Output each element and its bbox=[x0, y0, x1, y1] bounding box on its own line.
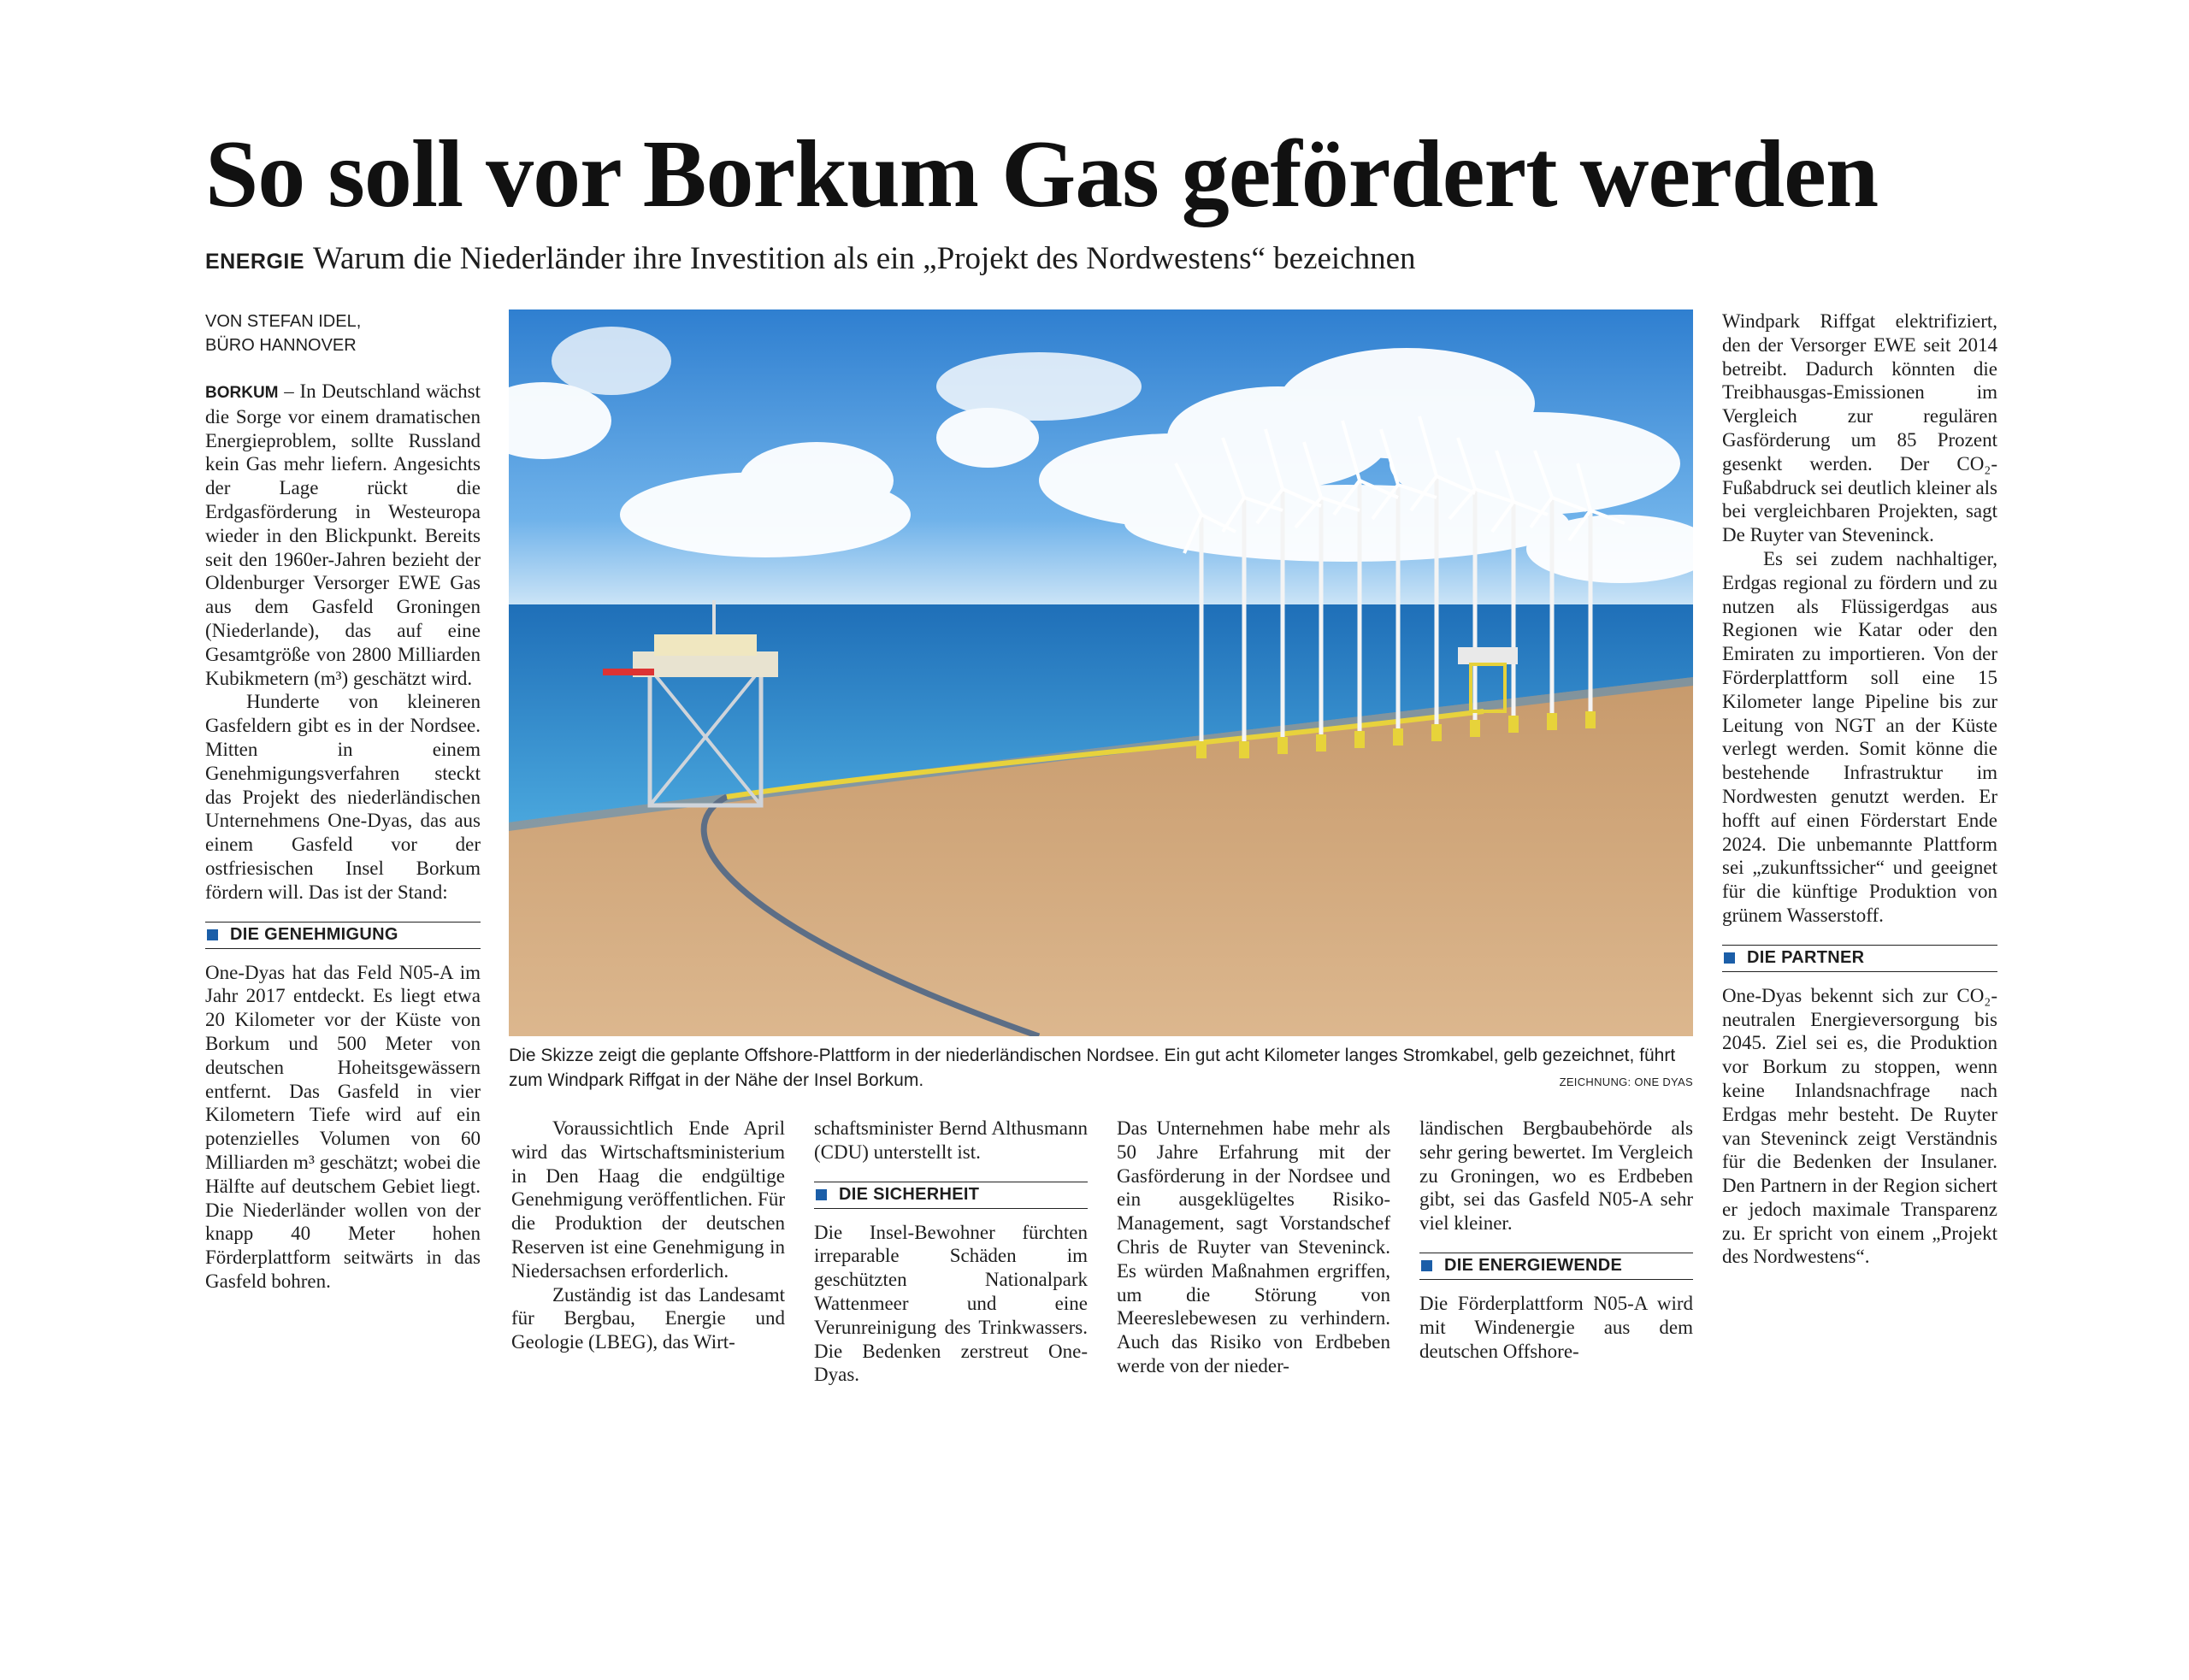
photo-credit: ZEICHNUNG: ONE DYAS bbox=[1559, 1076, 1693, 1088]
section-heading-partner bbox=[1722, 945, 1997, 972]
dateline: BORKUM bbox=[205, 384, 279, 402]
subheadline-text: Warum die Niederländer ihre Investition als ein „Projekt des Nordwestens“ bezeichnen bbox=[313, 241, 1416, 276]
paragraph: Das Unternehmen habe mehr als 50 Jahre Erfahrung mit der Gasförderung in der Nordsee und ein ausgeklügeltes Risiko-Management, sagt Vorstandschef Chris de Ruyter van Steveninck. Es würden Maßnahmen ergriffen, um die Störung von Meereslebewesen zu verhindern. Auch das Risiko von Erdbeben werde von der nieder- bbox=[1117, 1117, 1390, 1376]
section-title: DIE GENEHMIGUNG bbox=[230, 924, 398, 944]
intro-text: – In Deutschland wächst die Sorge vor einem dramatischen Energieproblem, sollte Russland kein Gas mehr liefern. Angesichts der Lage rückt die Erdgasförderung in Westeuropa wieder in den Blickpunkt. Bereits seit den 1960er-Jahren bezieht der Oldenburger Versorger EWE Gas aus dem Gasfeld Groningen (Niederlande), das auf eine Gesamtgröße von 2800 Milliarden Kubikmetern (m³) geschätzt wird. bbox=[205, 380, 481, 689]
section-title: DIE ENERGIEWENDE bbox=[1444, 1256, 1623, 1276]
paragraph: Voraussichtlich Ende April wird das Wirtschaftsministerium in Den Haag die endgültige Genehmigung veröffentlichen. Für die Produktion der deutschen Reserven ist eine Genehmigung in Niedersachsen erforderlich. bbox=[511, 1117, 785, 1282]
paragraph: One-Dyas bekennt sich zur CO₂-neutralen Energieversorgung bis 2045. Ziel sei es, die Produktion vor Borkum zu stoppen, wenn keine Inlandsnachfrage nach Erdgas mehr besteht. De Ruyter van Steveninck zeigt Verständnis für die Bedenken der Insulaner. Den Partnern in der Region sichert er jedoch maximale Transparenz zu. Er spricht von einem „Projekt des Nordwestens“. bbox=[1722, 984, 1997, 1268]
column-4 bbox=[1117, 1117, 1390, 1378]
section-heading-sicherheit bbox=[814, 1182, 1088, 1209]
photo-caption: Die Skizze zeigt die geplante Offshore-Plattform in der niederländischen Nordsee. Ein gut acht Kilometer langes Stromkabel, gelb gezeichnet, führt zum Windpark Riffgat in der Nähe der Insel Borkum. bbox=[509, 1046, 1676, 1090]
paragraph: Windpark Riffgat elektrifiziert, den der Versorger EWE seit 2014 betreibt. Dadurch könnten die Treibhausgas-Emissionen im Vergleich zur regulären Gasförderung um 85 Prozent gesenkt werden. Der CO₂-Fußabdruck sei deutlich kleiner als bei vergleichbaren Projekten, sagt De Ruyter van Steveninck. bbox=[1722, 310, 1997, 546]
section-title: DIE PARTNER bbox=[1747, 947, 1865, 967]
paragraph: Zuständig ist das Landesamt für Bergbau, Energie und Geologie (LBEG), das Wirt- bbox=[511, 1283, 785, 1353]
paragraph: schaftsminister Bernd Althusmann (CDU) unterstellt ist. bbox=[814, 1117, 1088, 1163]
author-name: VON STEFAN IDEL, bbox=[205, 312, 362, 331]
kicker: ENERGIE bbox=[205, 250, 305, 274]
section-heading-energiewende bbox=[1419, 1253, 1693, 1280]
paragraph: Es sei zudem nachhaltiger, Erdgas regional zu fördern und zu nutzen als Flüssigerdgas aus Regionen wie Katar oder den Emiraten zu importieren. Von der Förderplattform soll eine 15 Kilometer lange Pipeline bis zur Leitung von NGT an der Küste verlegt werden. Somit könne die bestehende Infrastruktur im Nordwesten genutzt werden. Er hofft auf einen Förderstart Ende 2024. Die unbemannte Plattform sei „zukunftssicher“ und geeignet für die künftige Produktion von grünem Wasserstoff. bbox=[1722, 547, 1997, 926]
paragraph: Die Förderplattform N05-A wird mit Windenergie aus dem deutschen Offshore- bbox=[1419, 1292, 1693, 1362]
section-heading-genehmigung bbox=[205, 922, 481, 949]
column-5 bbox=[1419, 1117, 1693, 1363]
author-office: BÜRO HANNOVER bbox=[205, 336, 357, 355]
paragraph: One-Dyas hat das Feld N05-A im Jahr 2017 entdeckt. Es liegt etwa 20 Kilometer vor der Küste von Borkum und 500 Meter von deutschen Hoheitsgewässern entfernt. Das Gasfeld in vier Kilometern Tiefe wird auf ein potenzielles Volumen von 60 Milliarden m³ geschätzt; wobei die Hälfte auf deutschem Gebiet liegt. Die Niederländer wollen von der knapp 40 Meter hohen Förderplattform seitwärts in das Gasfeld bohren. bbox=[205, 961, 481, 1292]
paragraph: ländischen Bergbaubehörde als sehr gering bewertet. Im Vergleich zu Groningen, wo es Erdbeben gibt, sei das Gasfeld N05-A sehr viel kleiner. bbox=[1419, 1117, 1693, 1235]
square-bullet-icon bbox=[1421, 1260, 1432, 1271]
column-3 bbox=[814, 1117, 1088, 1387]
article-photo bbox=[509, 309, 1693, 1036]
offshore-platform-illustration bbox=[509, 309, 1693, 1036]
intro-paragraph bbox=[205, 380, 481, 690]
square-bullet-icon bbox=[816, 1189, 827, 1200]
author-box bbox=[205, 309, 479, 357]
column-2 bbox=[511, 1117, 785, 1354]
square-bullet-icon bbox=[1724, 952, 1735, 964]
headline: So soll vor Borkum Gas gefördert werden bbox=[205, 121, 1879, 227]
section-title: DIE SICHERHEIT bbox=[839, 1184, 980, 1204]
subheadline bbox=[205, 242, 1416, 277]
column-6 bbox=[1722, 309, 1997, 1269]
column-1 bbox=[205, 380, 481, 1294]
paragraph: Die Insel-Bewohner fürchten irreparable Schäden im geschützten Nationalpark Wattenmeer und eine Verunreinigung des Trinkwassers. Die Bedenken zerstreut One-Dyas. bbox=[814, 1221, 1088, 1386]
square-bullet-icon bbox=[207, 929, 218, 940]
paragraph: Hunderte von kleineren Gasfeldern gibt es in der Nordsee. Mitten in einem Genehmigungsverfahren steckt das Projekt des niederländischen Unternehmens One-Dyas, das aus einem Gasfeld vor der ostfriesischen Insel Borkum fördern will. Das ist der Stand: bbox=[205, 691, 481, 903]
